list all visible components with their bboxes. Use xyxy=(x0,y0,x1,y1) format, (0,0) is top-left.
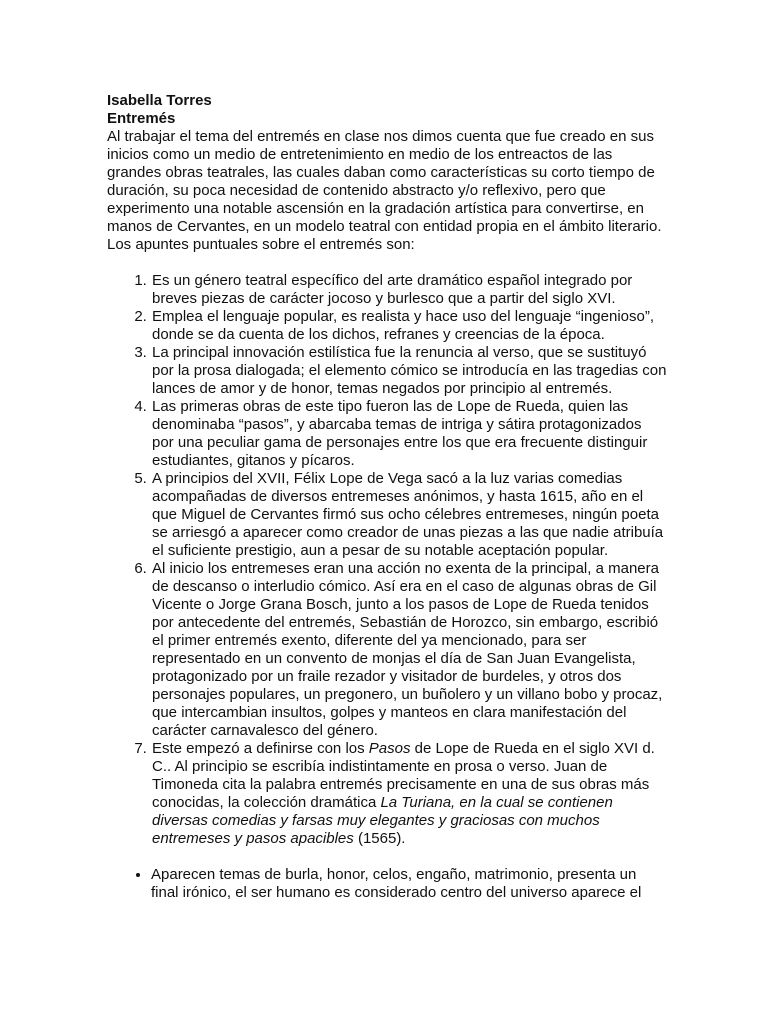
point-7-italic-pasos: Pasos xyxy=(368,740,411,757)
point-item-5: 5. A principios del XVII, Félix Lope de Vega sacó a la luz varias comedias acompañadas de diversos entremeses anónimos, y hasta 1615, año en el que Miguel de Cervantes firmó sus ocho célebres entremeses, ningún poeta se arriesgó a aparecer como creador de unas piezas a las que nadie atribuía el suficiente prestigio, aun a pesar de su notable aceptación popular. xyxy=(151,470,667,560)
document-title: Entremés xyxy=(107,110,176,127)
point-item-7 xyxy=(151,740,667,848)
bullet-list xyxy=(107,866,667,902)
numbered-points-list xyxy=(107,272,667,848)
lead-in-sentence: Los apuntes puntuales sobre el entremés son: xyxy=(107,236,415,253)
point-item-6: 6. Al inicio los entremeses eran una acción no exenta de la principal, a manera de descanso o interludio cómico. Así era en el caso de algunas obras de Gil Vicente o Jorge Grana Bosch, junto a los pasos de Lope de Rueda tenidos por antecedente del entremés, Sebastián de Horozco, sin embargo, escribió el primer entremés exento, diferente del ya mencionado, para ser representado en un convento de monjas el día de San Juan Evangelista, protagonizado por un fraile rezador y visitador de burdeles, y otros dos personajes populares, un pregonero, un buñolero y un villano bobo y procaz, que intercambian insultos, golpes y manteos en clara manifestación del carácter carnavalesco del género. xyxy=(151,560,667,740)
point-item-1: 1. Es un género teatral específico del arte dramático español integrado por breves piezas de carácter jocoso y burlesco que a partir del siglo XVI. xyxy=(151,272,667,308)
author-name: Isabella Torres xyxy=(107,92,212,109)
point-item-3: 3. La principal innovación estilística fue la renuncia al verso, que se sustituyó por la prosa dialogada; el elemento cómico se introducía en las tragedias con lances de amor y de honor, temas negados por principio al entremés. xyxy=(151,344,667,398)
document-body xyxy=(107,92,667,902)
point-item-2: 2. Emplea el lenguaje popular, es realista y hace uso del lenguaje “ingenioso”, donde se da cuenta de los dichos, refranes y creencias de la época. xyxy=(151,308,667,344)
point-7-text-3: (1565). xyxy=(353,830,406,847)
point-7-italic-turiana: La Turiana, en la cual se contienen diversas comedias y farsas muy elegantes y graciosas con muchos entremeses y pasos apacibles xyxy=(152,794,613,847)
point-item-4: 4. Las primeras obras de este tipo fueron las de Lope de Rueda, quien las denominaba “pasos”, y abarcaba temas de intriga y sátira protagonizados por una peculiar gama de personajes entre los que era frecuente distinguir estudiantes, gitanos y pícaros. xyxy=(151,398,667,470)
intro-paragraph: Al trabajar el tema del entremés en clase nos dimos cuenta que fue creado en sus inicios como un medio de entretenimiento en medio de los entreactos de las grandes obras teatrales, las cuales daban como características su corto tiempo de duración, su poca necesidad de contenido abstracto y/o reflexivo, pero que experimento una notable ascensión en la gradación artística para convertirse, en manos de Cervantes, en un modelo teatral con entidad propia en el ámbito literario. xyxy=(107,128,662,235)
point-7-text-1: Este empezó a definirse con los xyxy=(152,740,369,757)
point-7-text-2: de Lope de Rueda en el siglo XVI d. C.. Al principio se escribía indistintamente en prosa o verso. Juan de Timoneda cita la palabra entremés precisamente en una de sus obras más conocidas, la colección dramática xyxy=(152,740,655,811)
bullet-item-1: • Aparecen temas de burla, honor, celos, engaño, matrimonio, presenta un final irónico, el ser humano es considerado centro del universo aparece el xyxy=(151,866,667,902)
